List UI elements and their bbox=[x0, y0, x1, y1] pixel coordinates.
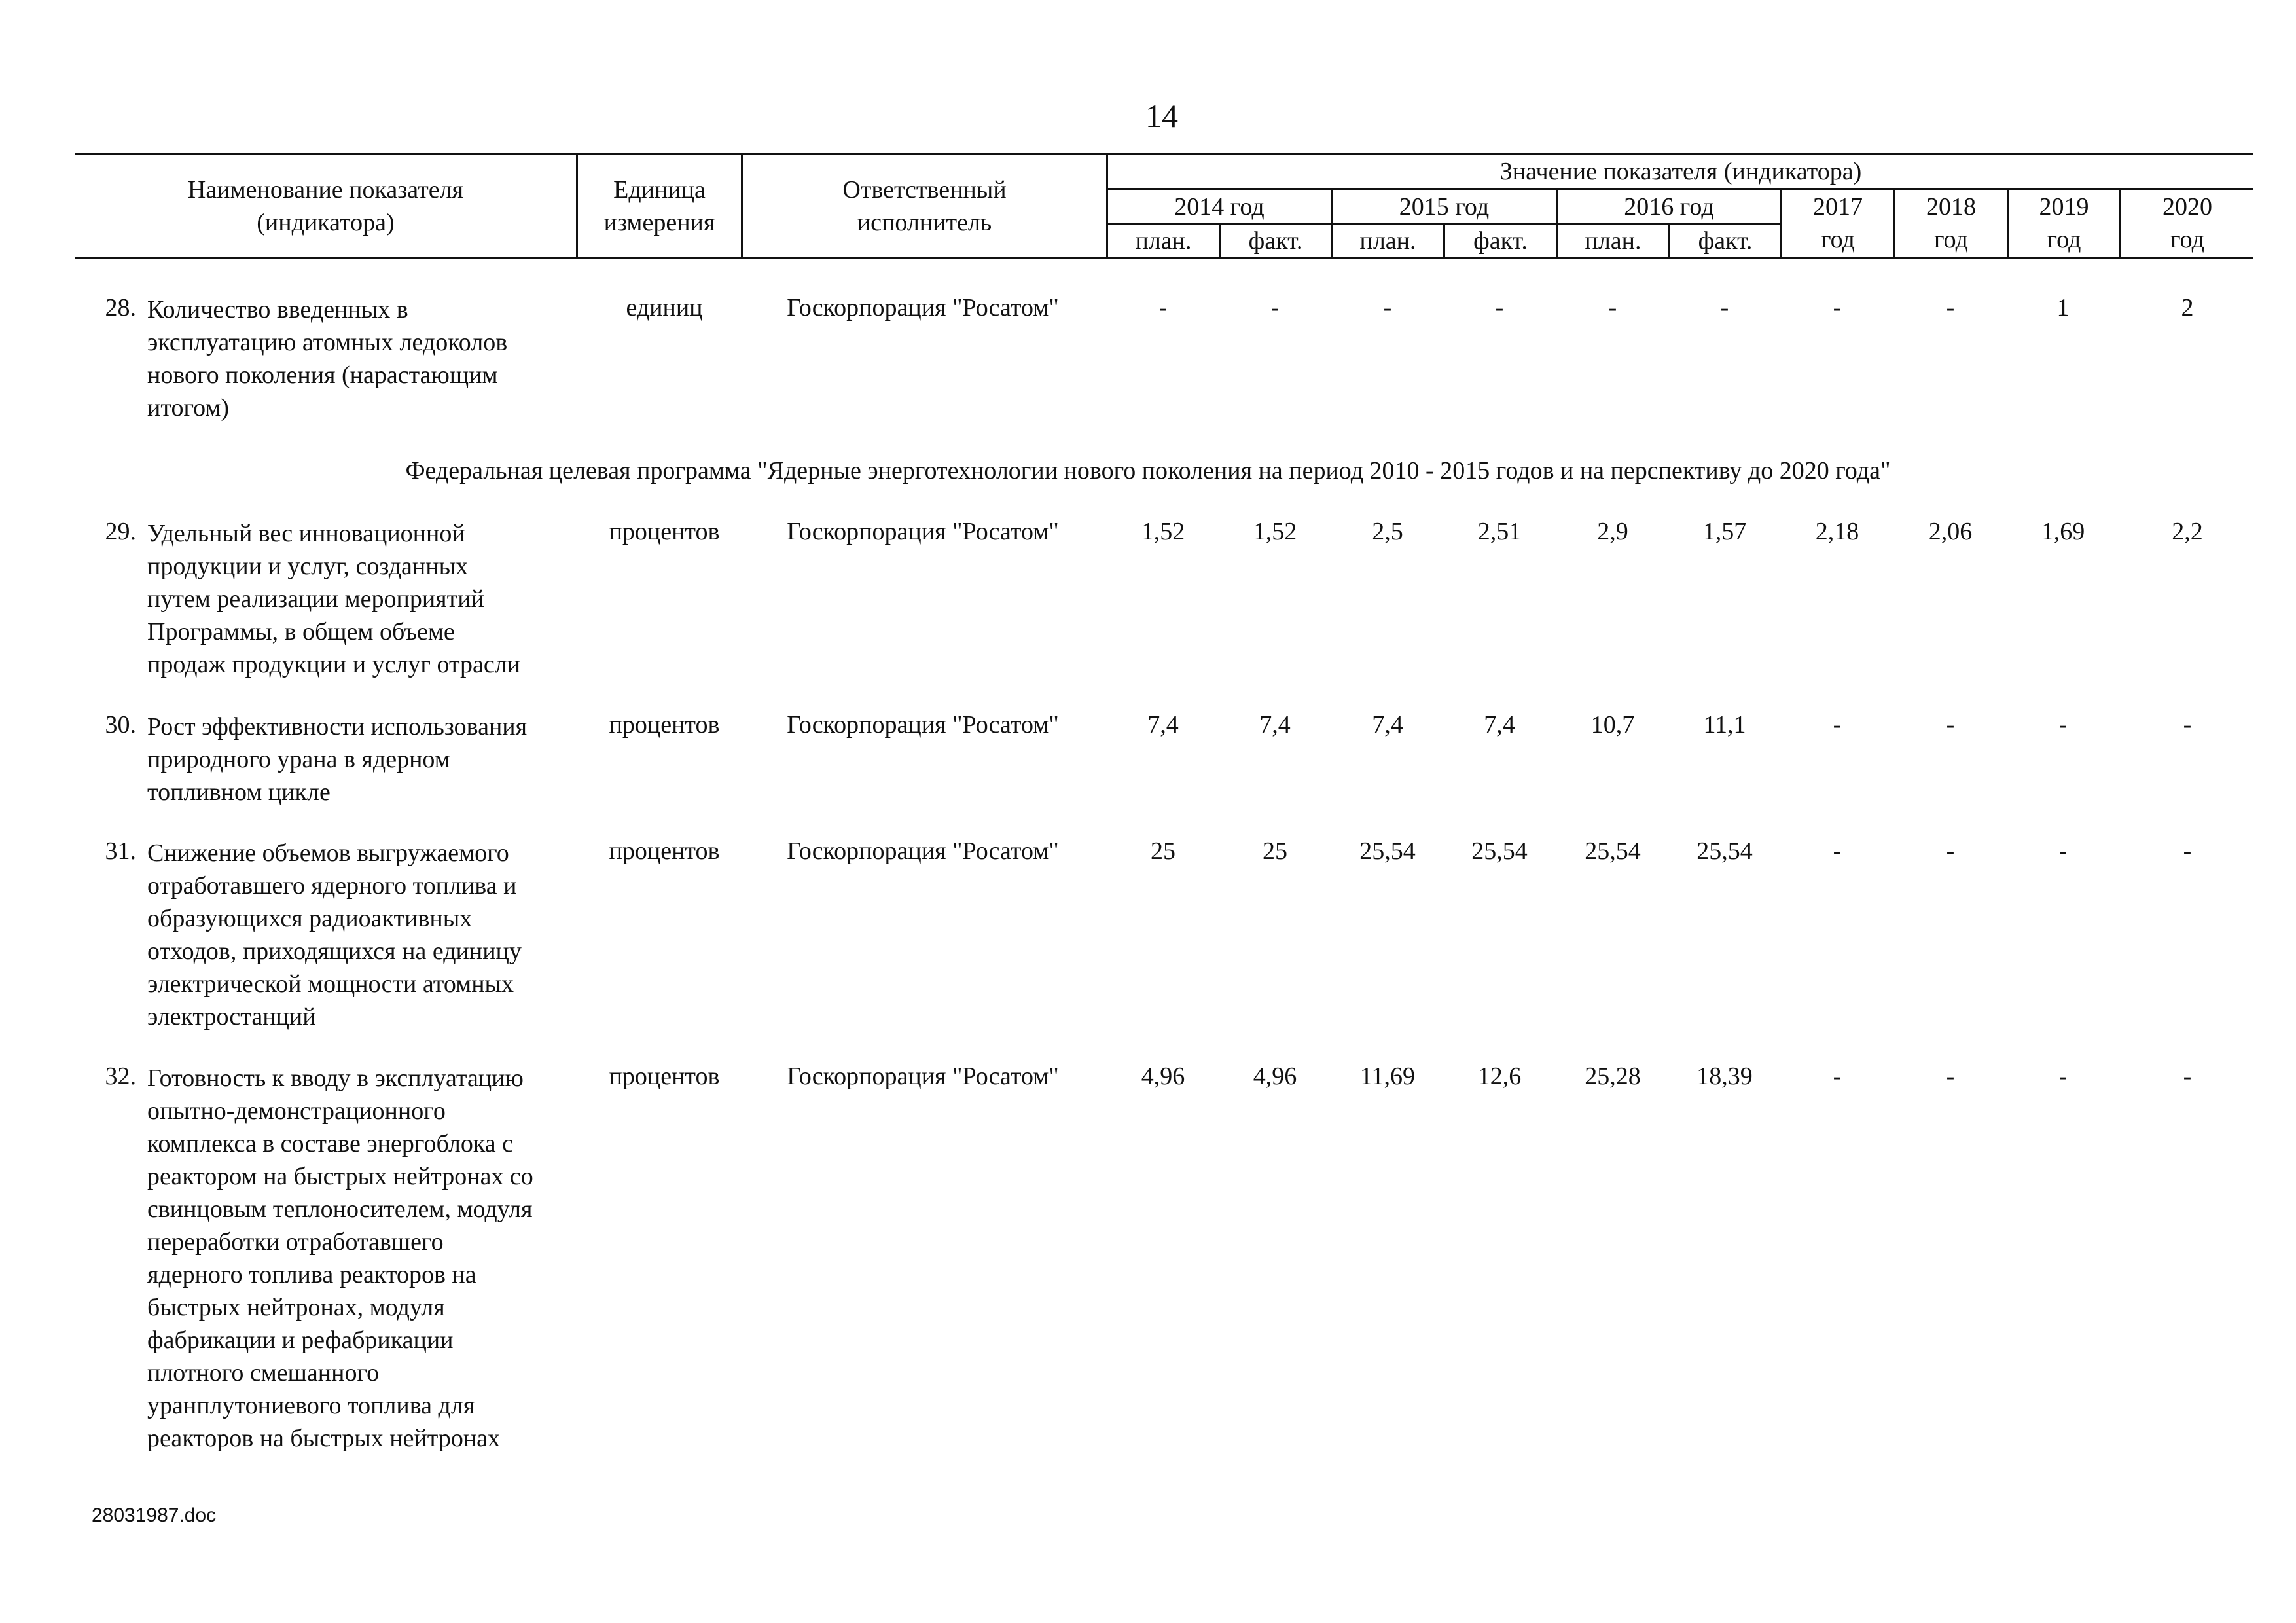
value-2017: - bbox=[1833, 837, 1842, 865]
value-2017: - bbox=[1833, 711, 1842, 739]
unit-cell: процентов bbox=[609, 518, 720, 545]
executor-cell: Госкорпорация "Росатом" bbox=[787, 711, 1059, 739]
value-2014-fact: 7,4 bbox=[1259, 711, 1291, 739]
indicator-name: Готовность к вводу в эксплуатацию опытно-демонстрационного комплекса в составе энергоблока с реактором на быстрых нейтронах со свинцовым теплоносителем, модуля переработки отработавшего ядерного топлива реакторов на быстрых нейтронах, модуля фабрикации и рефабрикации плотного смешанного уранплутониевого топлива для реакторов на быстрых нейтронах bbox=[147, 1065, 533, 1452]
value-2018: - bbox=[1946, 711, 1955, 739]
value-2014-plan: 1,52 bbox=[1141, 518, 1185, 545]
header-year-2016: 2016 год bbox=[1624, 192, 1714, 221]
row-number: 30. bbox=[105, 711, 136, 739]
value-2014-fact: 4,96 bbox=[1253, 1063, 1297, 1090]
value-2019: 1,69 bbox=[2041, 518, 2085, 545]
header-year-2020: 2020 год bbox=[2162, 193, 2212, 253]
value-2015-fact: 2,51 bbox=[1477, 518, 1522, 545]
executor-cell: Госкорпорация "Росатом" bbox=[787, 294, 1059, 321]
indicator-name: Снижение объемов выгружаемого отработавшего ядерного топлива и образующихся радиоактивных отходов, приходящихся на единицу электрической мощности атомных электростанций bbox=[147, 839, 522, 1030]
value-2020: - bbox=[2183, 837, 2192, 865]
header-unit: Единица измерения bbox=[603, 175, 715, 236]
value-2014-plan: - bbox=[1158, 294, 1168, 321]
value-2016-fact: 25,54 bbox=[1696, 837, 1753, 865]
value-2017: - bbox=[1833, 1063, 1842, 1090]
executor-cell: Госкорпорация "Росатом" bbox=[787, 837, 1059, 865]
value-2019: - bbox=[2058, 711, 2068, 739]
value-2020: 2 bbox=[2181, 294, 2194, 321]
unit-cell: процентов bbox=[609, 1063, 720, 1090]
value-2015-plan: 7,4 bbox=[1372, 711, 1403, 739]
value-2015-plan: 2,5 bbox=[1372, 518, 1403, 545]
value-2014-plan: 4,96 bbox=[1141, 1063, 1185, 1090]
header-executor: Ответственный исполнитель bbox=[842, 175, 1007, 236]
unit-cell: процентов bbox=[609, 711, 720, 739]
value-2015-plan: 25,54 bbox=[1359, 837, 1416, 865]
header-2016-fact: факт. bbox=[1698, 227, 1753, 255]
value-2018: - bbox=[1946, 1063, 1955, 1090]
value-2018: - bbox=[1946, 294, 1955, 321]
row-number: 31. bbox=[105, 837, 136, 865]
header-value-group: Значение показателя (индикатора) bbox=[1499, 158, 1862, 185]
value-2015-plan: 11,69 bbox=[1359, 1063, 1416, 1090]
page-number: 14 bbox=[1145, 98, 1178, 134]
header-year-2019: 2019 год bbox=[2039, 193, 2089, 253]
value-2020: - bbox=[2183, 711, 2192, 739]
indicator-name: Удельный вес инновационной продукции и услуг, созданных путем реализации мероприятий Программы, в общем объеме продаж продукции и услуг отрасли bbox=[147, 520, 521, 678]
header-2016-plan: план. bbox=[1585, 227, 1641, 255]
value-2014-fact: 25 bbox=[1263, 837, 1287, 865]
value-2015-fact: - bbox=[1495, 294, 1504, 321]
row-number: 28. bbox=[105, 294, 136, 321]
value-2015-fact: 25,54 bbox=[1471, 837, 1528, 865]
header-name: Наименование показателя (индикатора) bbox=[187, 175, 464, 236]
value-2016-plan: - bbox=[1608, 294, 1617, 321]
value-2016-plan: 25,54 bbox=[1585, 837, 1641, 865]
header-year-2014: 2014 год bbox=[1174, 192, 1265, 221]
header-2014-plan: план. bbox=[1135, 227, 1192, 255]
value-2016-fact: 18,39 bbox=[1696, 1063, 1753, 1090]
value-2014-plan: 7,4 bbox=[1147, 711, 1179, 739]
header-year-2017: 2017 год bbox=[1813, 193, 1863, 253]
value-2014-fact: - bbox=[1270, 294, 1280, 321]
header-2014-fact: факт. bbox=[1248, 227, 1303, 255]
value-2016-plan: 2,9 bbox=[1597, 518, 1628, 545]
value-2020: - bbox=[2183, 1063, 2192, 1090]
value-2014-fact: 1,52 bbox=[1253, 518, 1297, 545]
document-filename: 28031987.doc bbox=[92, 1504, 217, 1526]
value-2018: - bbox=[1946, 837, 1955, 865]
unit-cell: единиц bbox=[626, 294, 703, 321]
value-2016-plan: 25,28 bbox=[1585, 1063, 1641, 1090]
header-2015-plan: план. bbox=[1359, 227, 1416, 255]
value-2017: 2,18 bbox=[1815, 518, 1859, 545]
value-2020: 2,2 bbox=[2172, 518, 2203, 545]
row-number: 29. bbox=[105, 518, 136, 545]
value-2014-plan: 25 bbox=[1151, 837, 1175, 865]
value-2018: 2,06 bbox=[1928, 518, 1973, 545]
value-2019: - bbox=[2058, 837, 2068, 865]
value-2016-plan: 10,7 bbox=[1590, 711, 1635, 739]
value-2015-fact: 7,4 bbox=[1484, 711, 1515, 739]
executor-cell: Госкорпорация "Росатом" bbox=[787, 1063, 1059, 1090]
row-number: 32. bbox=[105, 1063, 136, 1090]
value-2016-fact: 1,57 bbox=[1702, 518, 1747, 545]
value-2016-fact: - bbox=[1720, 294, 1729, 321]
value-2015-fact: 12,6 bbox=[1477, 1063, 1522, 1090]
header-year-2015: 2015 год bbox=[1399, 192, 1490, 221]
section-title: Федеральная целевая программа "Ядерные энерготехнологии нового поколения на период 2010 - 2015 годов и на перспективу до 2020 года" bbox=[405, 457, 1891, 484]
indicator-name: Рост эффективности использования природного урана в ядерном топливном цикле bbox=[147, 713, 528, 806]
executor-cell: Госкорпорация "Росатом" bbox=[787, 518, 1059, 545]
header-year-2018: 2018 год bbox=[1926, 193, 1976, 253]
value-2019: 1 bbox=[2056, 294, 2070, 321]
indicator-name: Количество введенных в эксплуатацию атомных ледоколов нового поколения (нарастающим итогом) bbox=[147, 296, 508, 422]
unit-cell: процентов bbox=[609, 837, 720, 865]
value-2019: - bbox=[2058, 1063, 2068, 1090]
value-2016-fact: 11,1 bbox=[1703, 711, 1746, 739]
header-2015-fact: факт. bbox=[1473, 227, 1528, 255]
value-2017: - bbox=[1833, 294, 1842, 321]
value-2015-plan: - bbox=[1383, 294, 1392, 321]
